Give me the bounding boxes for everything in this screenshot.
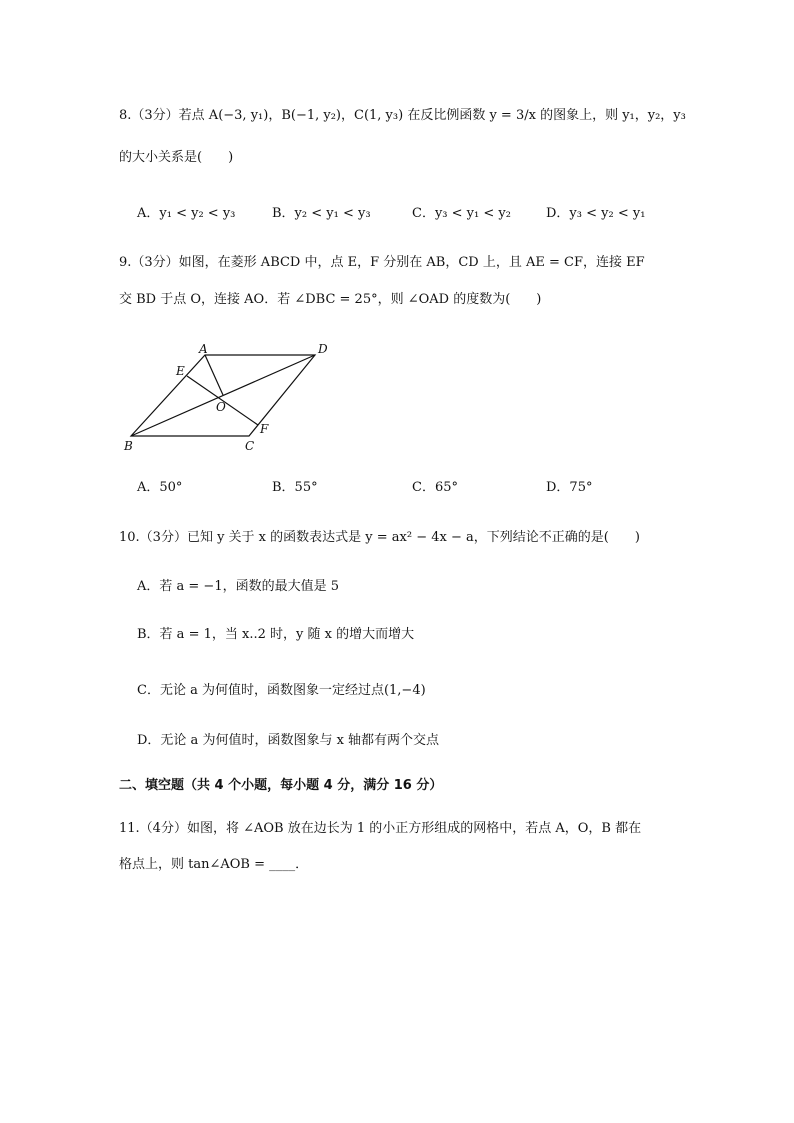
q10-option-a: A．若 a = −1，函数的最大值是 5 [137,579,339,594]
label-o: O [216,400,226,414]
q9-stem-line1: 9.（3分）如图，在菱形 ABCD 中，点 E，F 分别在 AB，CD 上，且 AE = CF，连接 EF [119,255,645,270]
q10-option-b: B．若 a = 1，当 x..2 时，y 随 x 的增大而增大 [137,627,415,642]
q9-option-b: B．55° [272,480,318,495]
section-title-fill-in: 二、填空题（共 4 个小题，每小题 4 分，满分 16 分） [119,778,443,793]
label-e: E [176,364,185,378]
q11-stem-line1: 11.（4分）如图，将 ∠AOB 放在边长为 1 的小正方形组成的网格中，若点 A，O，B 都在 [119,821,642,836]
q10-option-c: C．无论 a 为何值时，函数图象一定经过点(1,−4) [137,683,426,698]
label-b: B [124,439,133,453]
q10-option-d: D．无论 a 为何值时，函数图象与 x 轴都有两个交点 [137,733,440,748]
q11-stem-line2: 格点上，则 tan∠AOB = ____． [119,857,309,872]
q8-option-d: D．y₃ < y₂ < y₁ [546,206,646,221]
q8-option-a: A．y₁ < y₂ < y₃ [137,206,236,221]
q10-stem: 10.（3分）已知 y 关于 x 的函数表达式是 y = ax² − 4x − a，下列结论不正确的是( ) [119,530,640,545]
q8-option-b: B．y₂ < y₁ < y₃ [272,206,371,221]
label-a: A [199,342,208,356]
label-d: D [318,342,328,356]
q8-stem-line2: 的大小关系是( ) [119,150,234,165]
rhombus-figure [118,338,338,458]
q8-stem-line1: 8.（3分）若点 A(−3, y₁)，B(−1, y₂)，C(1, y₃) 在反比例函数 y = 3/x 的图象上，则 y₁，y₂，y₃ [119,108,686,123]
q9-option-c: C．65° [412,480,458,495]
label-f: F [260,422,269,436]
q9-stem-line2: 交 BD 于点 O，连接 AO．若 ∠DBC = 25°，则 ∠OAD 的度数为( ) [119,292,542,307]
q9-option-a: A．50° [137,480,183,495]
q9-option-d: D．75° [546,480,593,495]
q8-option-c: C．y₃ < y₁ < y₂ [412,206,511,221]
segment-ao [205,355,223,395]
diagonal-bd [131,355,315,436]
label-c: C [245,439,255,453]
